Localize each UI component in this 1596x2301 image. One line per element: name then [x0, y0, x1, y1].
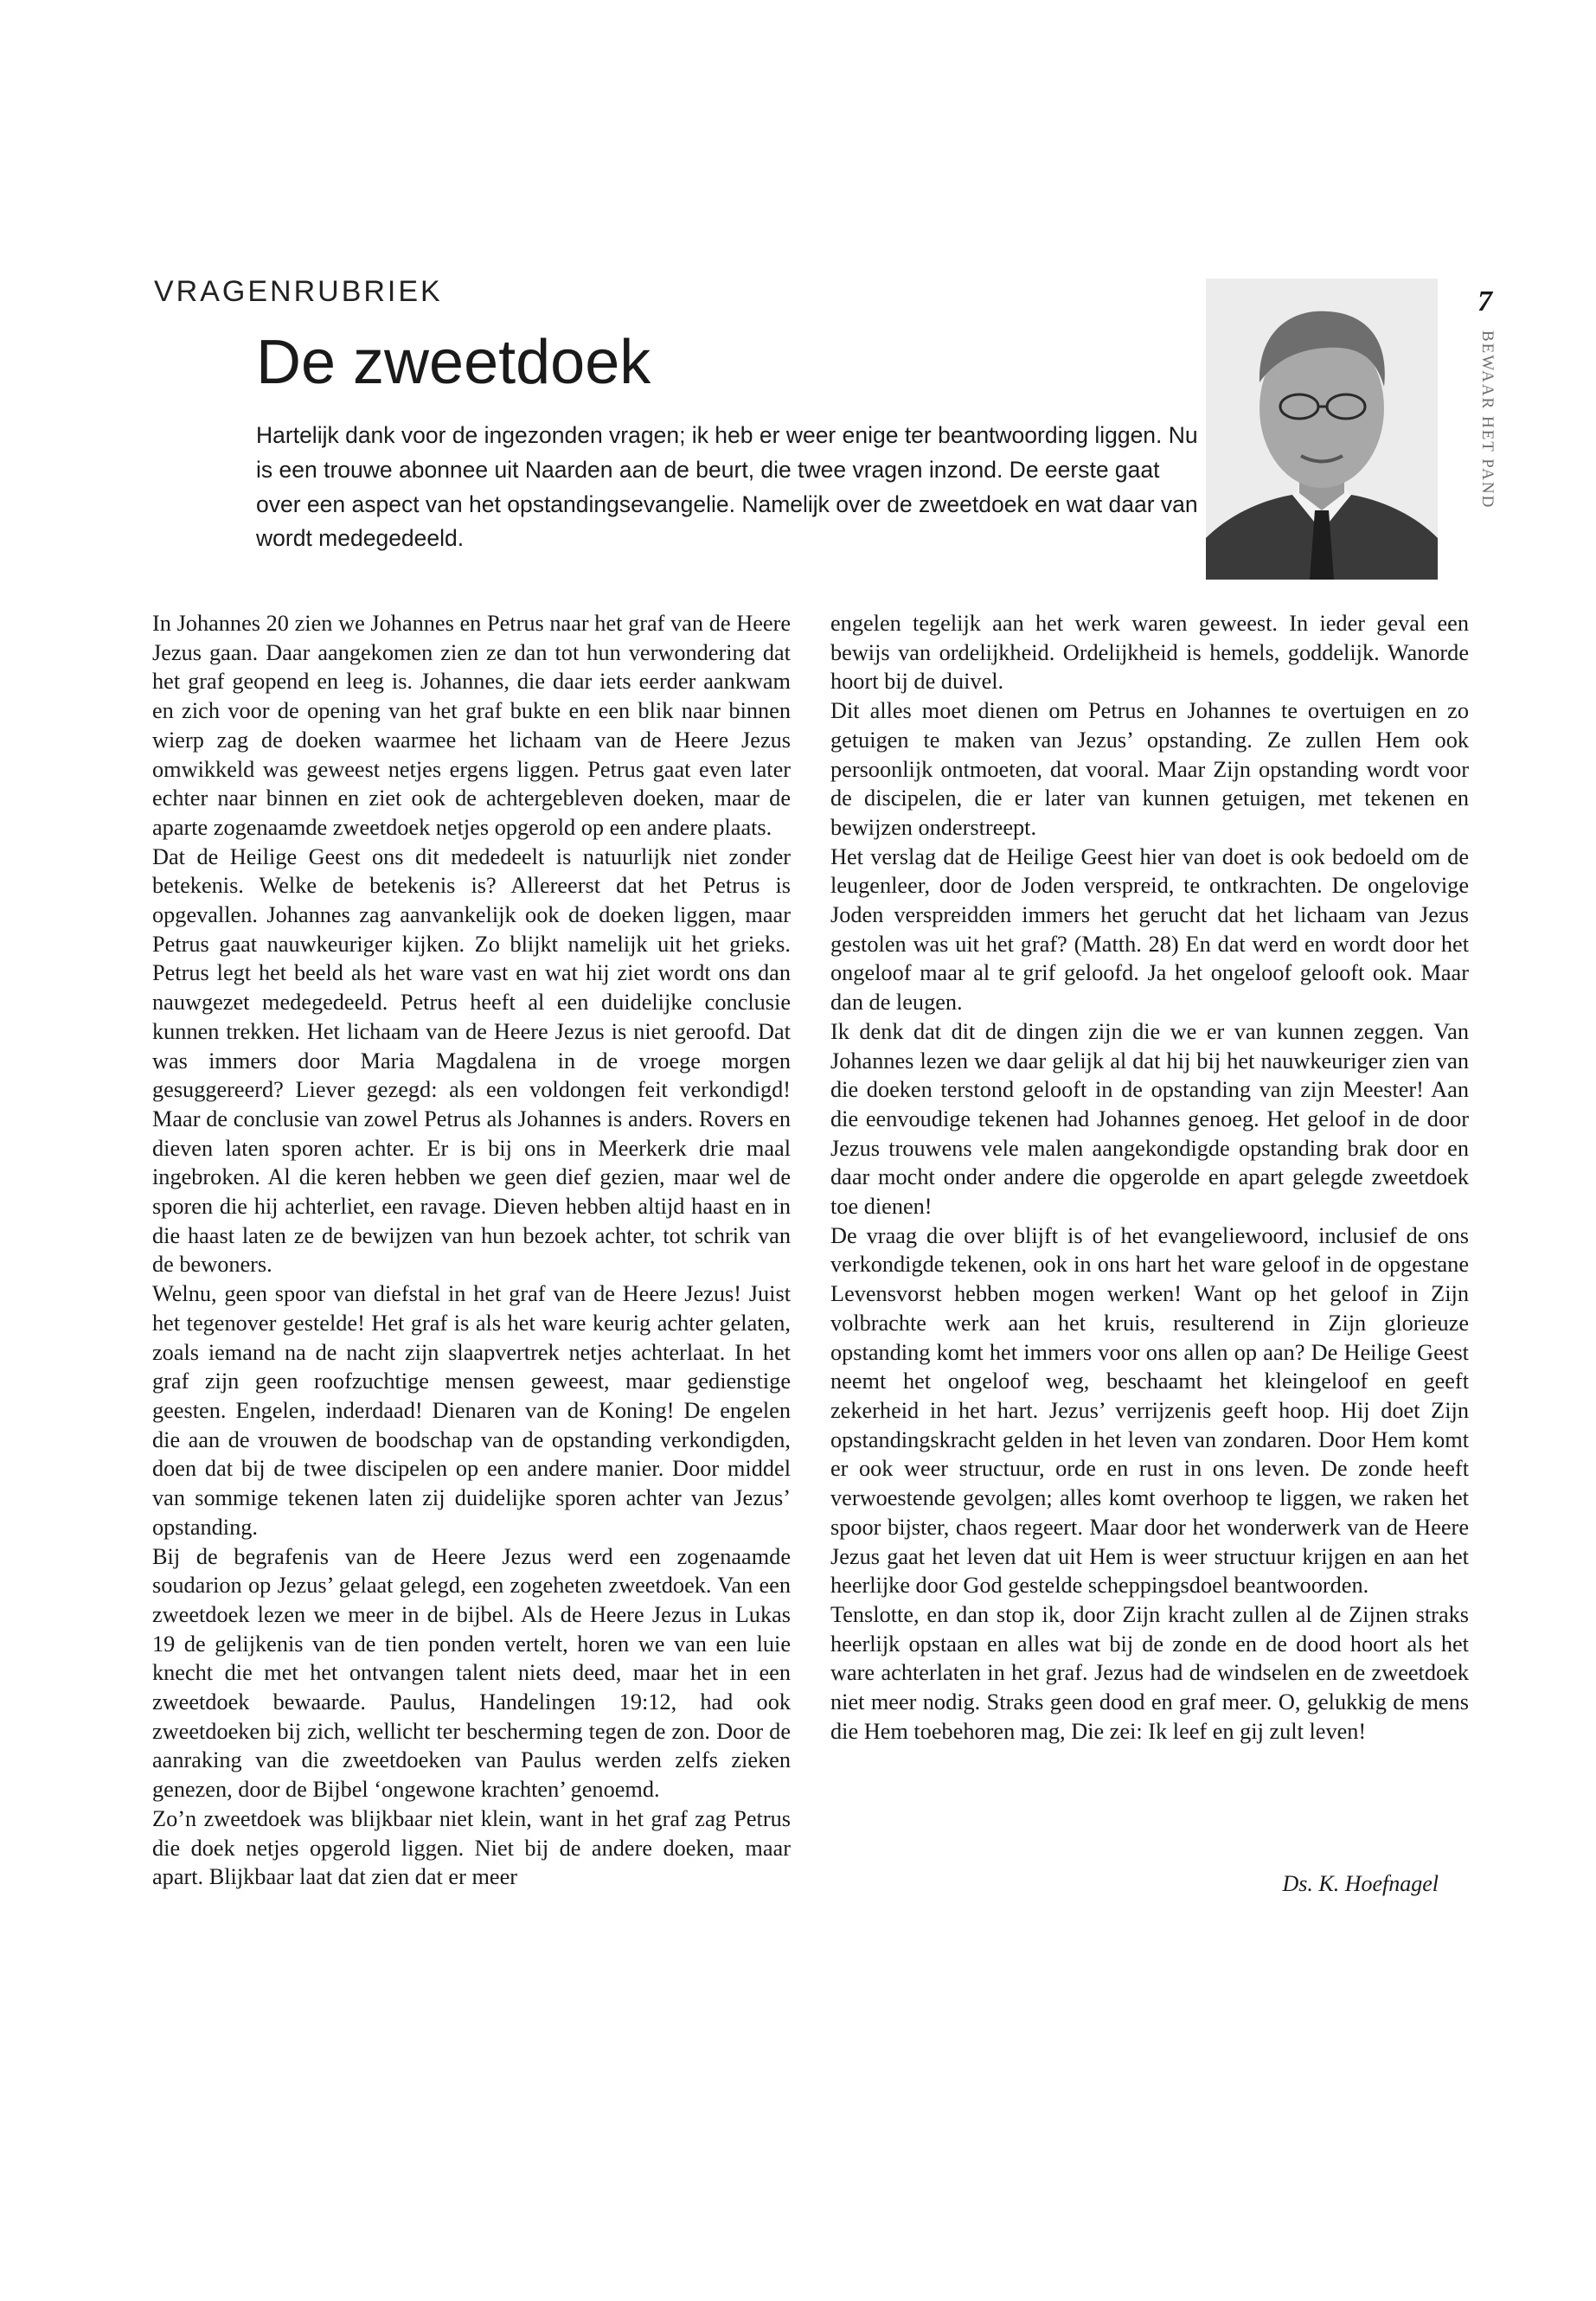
section-label: VRAGENRUBRIEK — [154, 275, 443, 308]
running-title: BEWAAR HET PAND — [1478, 330, 1497, 510]
author-portrait — [1206, 279, 1438, 580]
article-title: De zweetdoek — [256, 328, 651, 397]
paragraph: Ik denk dat dit de dingen zijn die we er van kunnen zeggen. Van Johannes lezen we daar gelijk al dat hij bij het nauwkeuriger zien van die doeken terstond gelooft in de opstanding van zijn Meester! Aan die eenvoudige tekenen had Johannes genoeg. Het geloof in de door Jezus trouwens vele malen aangekondigde opstanding brak door en daar mocht onder andere die opgerolde en apart gelegde zweetdoek toe dienen! — [830, 1018, 1469, 1220]
article-intro: Hartelijk dank voor de ingezonden vragen; ik heb er weer enige ter beantwoording liggen. Nu is een trouwe abonnee uit Naarden aan de beurt, die twee vragen inzond. De eerste gaat over een aspect van het opstandingsevangelie. Namelijk over de zweetdoek en wat daar van wordt medegedeeld. — [256, 422, 1198, 552]
page-number: 7 — [1477, 285, 1492, 317]
paragraph: De vraag die over blijft is of het evangeliewoord, inclusief de ons verkondigde tekenen, ook in ons hart het ware geloof in de opgestane Levensvorst hebben mogen werken! Want op het geloof in Zijn volbrachte werk aan het kruis, resulterend in Zijn glorieuze opstanding komt het immers voor ons allen op aan? De Heilige Geest neemt het ongeloof weg, beschaamt het kleingeloof en geeft zekerheid in het hart. Jezus’ verrijzenis geeft hoop. Hij doet Zijn opstandingskracht gelden in het leven van zondaren. Door Hem komt er ook weer structuur, orde en rust in ons leven. De zonde heeft verwoestende gevolgen; alles komt overhoop te liggen, we raken het spoor bijster, chaos regeert. Maar door het wonderwerk van de Heere Jezus gaat het leven dat uit Hem is weer structuur krijgen en aan het heerlijke door God gestelde scheppingsdoel beantwoorden. — [830, 1222, 1469, 1599]
article-column-left — [152, 609, 791, 1892]
paragraph: Dat de Heilige Geest ons dit mededeelt is natuurlijk niet zonder betekenis. Welke de betekenis is? Allereerst dat het Petrus is opgevallen. Johannes zag aanvankelijk ook de doeken liggen, maar Petrus gaat nauwkeuriger kijken. Zo blijkt namelijk uit het grieks. Petrus legt het beeld als het ware vast en wat hij ziet wordt ons dan nauwgezet medegedeeld. Petrus heeft al een duidelijke conclusie kunnen trekken. Het lichaam van de Heere Jezus is niet geroofd. Dat was immers door Maria Magdalena in de vroege morgen gesuggereerd? Liever gezegd: als een voldongen feit verkondigd! Maar de conclusie van zowel Petrus als Johannes is anders. Rovers en dieven laten sporen achter. Er is bij ons in Meerkerk drie maal ingebroken. Al die keren hebben we geen dief gezien, maar wel de sporen die hij achterliet, een ravage. Dieven hebben altijd haast en in die haast laten ze de bewijzen van hun bezoek achter, tot schrik van de bewoners. — [152, 843, 791, 1278]
author-signature: Ds. K. Hoefnagel — [1282, 1871, 1439, 1896]
paragraph: Het verslag dat de Heilige Geest hier van doet is ook bedoeld om de leugenleer, door de Joden verspreid, te ontkrachten. De ongelovige Joden verspreidden immers het gerucht dat het lichaam van Jezus gestolen was uit het graf? (Matth. 28) En dat werd en wordt door het ongeloof maar al te grif geloofd. Ja het ongeloof gelooft ook. Maar dan de leugen. — [830, 843, 1469, 1016]
paragraph: Bij de begrafenis van de Heere Jezus werd een zogenaamde soudarion op Jezus’ gelaat gelegd, een zogeheten zweetdoek. Van een zweetdoek lezen we meer in de bijbel. Als de Heere Jezus in Lukas 19 de gelijkenis van de tien ponden vertelt, horen we van een luie knecht die met het ontvangen talent niets deed, maar het in een zweetdoek bewaarde. Paulus, Handelingen 19:12, had ook zweetdoeken bij zich, wellicht ter bescherming tegen de zon. Door de aanraking van die zweetdoeken van Paulus werden zelfs zieken genezen, door de Bijbel ‘ongewone krachten’ genoemd. — [152, 1543, 791, 1803]
paragraph: In Johannes 20 zien we Johannes en Petrus naar het graf van de Heere Jezus gaan. Daar aangekomen zien ze dan tot hun verwondering dat het graf geopend en leeg is. Johannes, die daar iets eerder aankwam en zich voor de opening van het graf bukte en een blik naar binnen wierp zag de doeken waarmee het lichaam van de Heere Jezus omwikkeld was geweest netjes ergens liggen. Petrus gaat even later echter naar binnen en ziet ook de achtergebleven doeken, maar de aparte zogenaamde zweetdoek netjes opgerold op een andere plaats. — [152, 611, 791, 840]
paragraph: Zo’n zweetdoek was blijkbaar niet klein, want in het graf zag Petrus die doek netjes opgerold liggen. Niet bij de andere doeken, maar apart. Blijkbaar laat dat zien dat er meer — [152, 1805, 791, 1890]
article-column-right — [830, 609, 1469, 1746]
paragraph: Tenslotte, en dan stop ik, door Zijn kracht zullen al de Zijnen straks heerlijk opstaan en alles wat bij de zonde en de dood hoort als het ware achterlaten in het graf. Jezus had de windselen en de zweetdoek niet meer nodig. Straks geen dood en graf meer. O, gelukkig de mens die Hem toebehoren mag, Die zei: Ik leef en gij zult leven! — [830, 1601, 1469, 1744]
paragraph: Dit alles moet dienen om Petrus en Johannes te overtuigen en zo getuigen te maken van Jezus’ opstanding. Ze zullen Hem ook persoonlijk ontmoeten, dat vooral. Maar Zijn opstanding wordt voor de discipelen, die er later van kunnen getuigen, met tekenen en bewijzen onderstreept. — [830, 698, 1469, 840]
paragraph: Welnu, geen spoor van diefstal in het graf van de Heere Jezus! Juist het tegenover gestelde! Het graf is als het ware keurig achter gelaten, zoals iemand na de nacht zijn slaapvertrek netjes achterlaat. In het graf zijn geen roofzuchtige mensen geweest, maar gedienstige geesten. Engelen, inderdaad! Dienaren van de Koning! De engelen die aan de vrouwen de boodschap van de opstanding verkondigden, doen dat bij de twee discipelen op een andere manier. Door middel van sommige tekenen laten zij duidelijke sporen achter van Jezus’ opstanding. — [152, 1281, 791, 1540]
paragraph: engelen tegelijk aan het werk waren geweest. In ieder geval een bewijs van ordelijkheid. Ordelijkheid is hemels, goddelijk. Wanorde hoort bij de duivel. — [830, 611, 1469, 695]
